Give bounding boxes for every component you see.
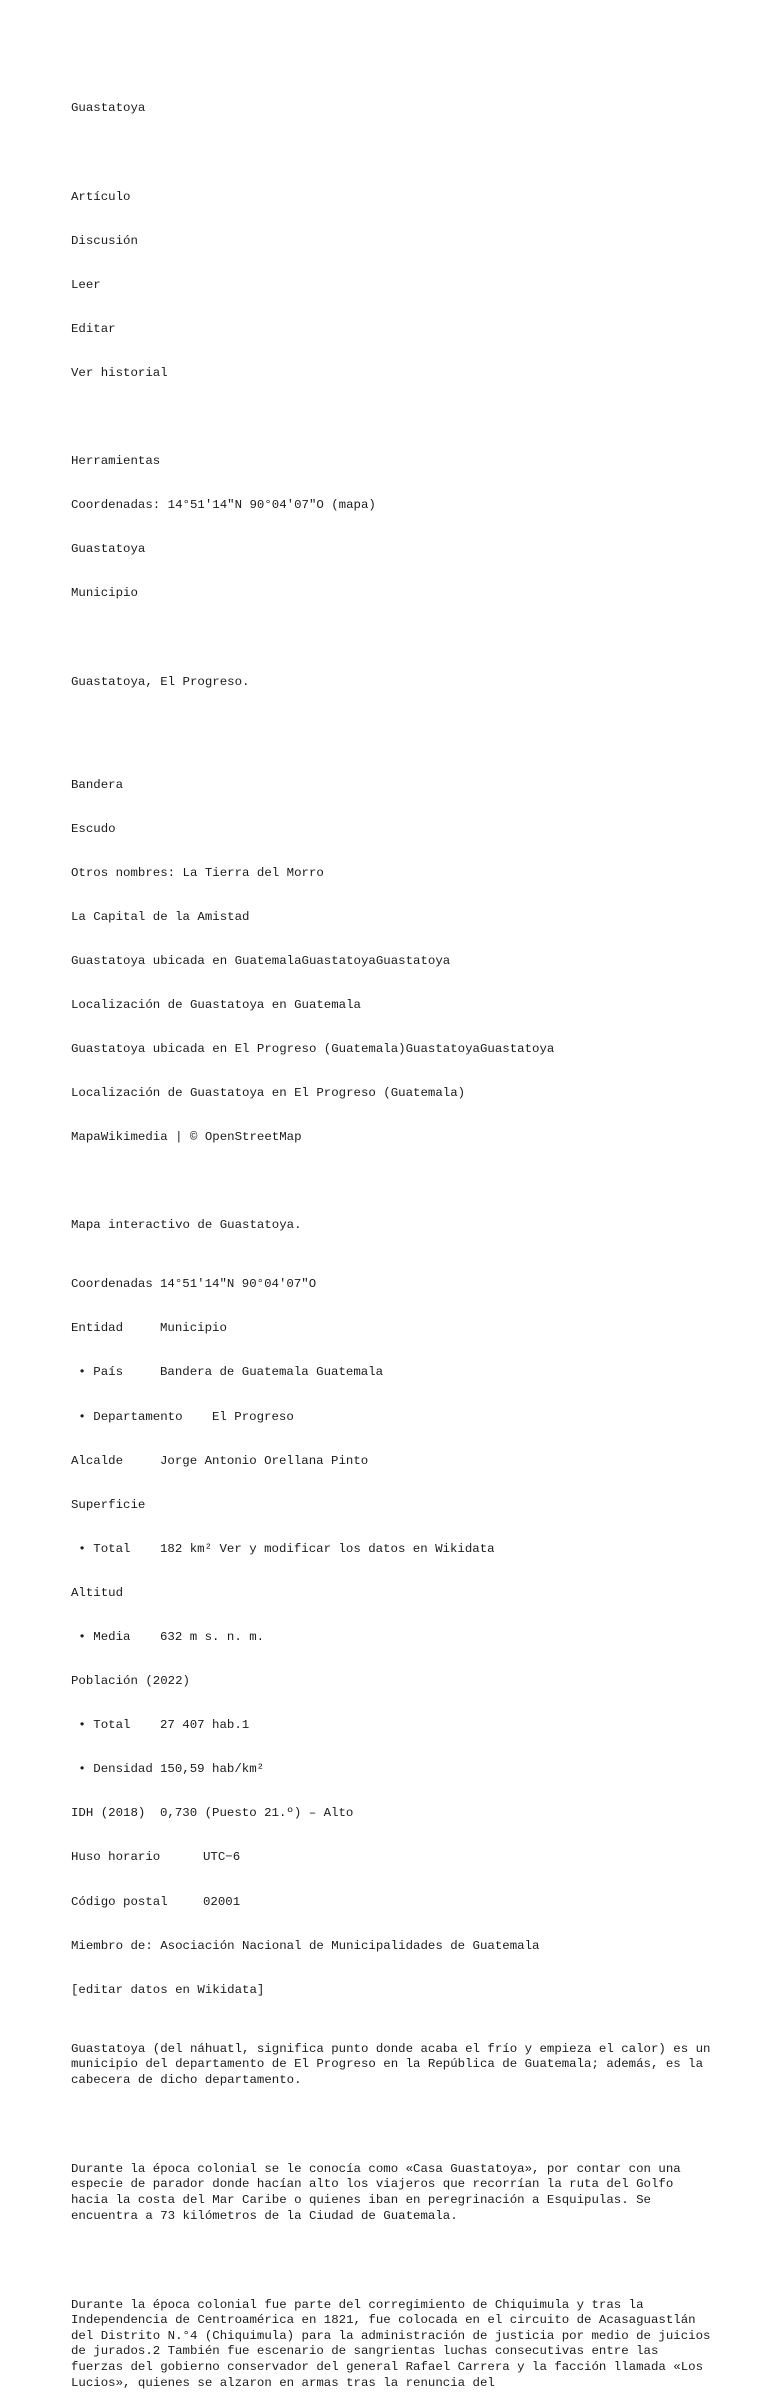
row-label: • Departamento xyxy=(71,1409,183,1424)
infobox-row-surface xyxy=(71,1498,711,1513)
row-value[interactable]: 182 km² Ver y modificar los datos en Wikidata xyxy=(160,1541,495,1556)
infobox-row-country xyxy=(71,1365,711,1380)
map-credit[interactable]: MapaWikimedia | © OpenStreetMap xyxy=(71,1130,302,1145)
other-names: Otros nombres: La Tierra del Morro xyxy=(71,865,324,880)
member-of[interactable]: Miembro de: Asociación Nacional de Municipalidades de Guatemala xyxy=(71,1938,540,1953)
row-value[interactable]: Municipio xyxy=(160,1321,227,1336)
paragraph-history: Durante la época colonial fue parte del corregimiento de Chiquimula y tras la Independencia de Centroamérica en 1821, fue colocada en el circuito de Acasaguastlán del Distrito N.°4 (Chiquimula) para la administración de justicia por medio de juicios de jurados.2 También fue escenario de sangrientas luchas consecutivas entre las fuerzas del gobierno conservador del general Rafael Carrera y la facción llamada «Los Lucios», quienes se alzaron en armas tras la renuncia del xyxy=(71,2297,711,2390)
row-label: • Media xyxy=(71,1630,131,1644)
map-el-progreso[interactable]: Guastatoya ubicada en El Progreso (Guatemala)GuastatoyaGuastatoya xyxy=(71,1042,555,1057)
nav-tab-read[interactable]: Leer xyxy=(71,277,101,292)
flag-image-alt[interactable]: Bandera xyxy=(71,777,124,792)
row-label: Altitud xyxy=(71,1585,124,1600)
nav-tab-discussion[interactable]: Discusión xyxy=(71,233,138,248)
row-label: • País xyxy=(71,1365,124,1380)
map-guatemala[interactable]: Guastatoya ubicada en GuatemalaGuastatoyaGuastatoya xyxy=(71,953,451,968)
row-label[interactable]: Huso horario xyxy=(71,1850,161,1865)
row-value[interactable]: Bandera de Guatemala Guatemala xyxy=(160,1365,384,1380)
row-value: 0,730 (Puesto 21.º) – Alto xyxy=(160,1806,354,1821)
page-title: Guastatoya xyxy=(71,101,146,116)
infobox-row-population xyxy=(71,1674,711,1689)
infobox-row-surface-total xyxy=(71,1542,711,1557)
row-label: • Total xyxy=(71,1541,131,1556)
subtitle: Guastatoya, El Progreso. xyxy=(71,674,250,689)
nav-tab-article[interactable]: Artículo xyxy=(71,189,131,204)
infobox-row-entity xyxy=(71,1321,711,1336)
paragraph-intro: Guastatoya (del náhuatl, significa punto donde acaba el frío y empieza el calor) es un municipio del departamento de El Progreso en la República de Guatemala; además, es la cabecera de dicho departamento. xyxy=(71,2041,711,2087)
row-value[interactable]: 14°51′14″N 90°04′07″O xyxy=(160,1277,317,1292)
row-label: • Total xyxy=(71,1718,131,1733)
tools-menu[interactable]: Herramientas xyxy=(71,454,161,469)
coordinates-link[interactable]: Coordenadas: 14°51′14″N 90°04′07″O (mapa) xyxy=(71,498,376,513)
nickname: La Capital de la Amistad xyxy=(71,909,250,924)
row-value[interactable]: El Progreso xyxy=(212,1409,294,1424)
nav-tab-history[interactable]: Ver historial xyxy=(71,365,168,380)
row-label: Coordenadas xyxy=(71,1277,153,1292)
row-label[interactable]: IDH (2018) xyxy=(71,1806,146,1821)
map-guatemala-caption: Localización de Guastatoya en Guatemala xyxy=(71,997,361,1012)
infobox-row-population-total xyxy=(71,1718,711,1733)
row-label: Superficie xyxy=(71,1497,146,1512)
nav-tab-edit[interactable]: Editar xyxy=(71,321,116,336)
place-name: Guastatoya xyxy=(71,542,146,557)
infobox-row-department xyxy=(71,1410,711,1425)
interactive-map-caption: Mapa interactivo de Guastatoya. xyxy=(71,1218,302,1233)
row-label: • Densidad xyxy=(71,1762,153,1777)
row-value: 02001 xyxy=(203,1894,241,1909)
row-value: 150,59 hab/km² xyxy=(160,1762,265,1777)
infobox-row-altitude xyxy=(71,1586,711,1601)
row-label[interactable]: Código postal xyxy=(71,1894,168,1909)
infobox-row-postal xyxy=(71,1895,711,1910)
row-value: 27 407 hab.1 xyxy=(160,1718,250,1733)
edit-wikidata-link[interactable]: [editar datos en Wikidata] xyxy=(71,1982,265,1997)
row-label: Alcalde xyxy=(71,1453,124,1468)
infobox-row-coordinates xyxy=(71,1277,711,1292)
document-body xyxy=(71,72,711,2406)
row-label: Entidad xyxy=(71,1321,124,1336)
row-value: 632 m s. n. m. xyxy=(160,1630,265,1644)
row-label: Población (2022) xyxy=(71,1674,190,1689)
infobox-row-idh xyxy=(71,1806,711,1821)
paragraph-colonial: Durante la época colonial se le conocía como «Casa Guastatoya», por contar con una especie de parador donde hacían alto los viajeros que recorrían la ruta del Golfo hacia la costa del Mar Caribe o quienes iban en peregrinación a Esquipulas. Se encuentra a 73 kilómetros de la Ciudad de Guatemala. xyxy=(71,2161,681,2223)
shield-image-alt[interactable]: Escudo xyxy=(71,821,116,836)
infobox-row-mayor xyxy=(71,1454,711,1469)
infobox-row-timezone xyxy=(71,1850,711,1865)
place-type: Municipio xyxy=(71,586,138,601)
map-el-progreso-caption: Localización de Guastatoya en El Progreso (Guatemala) xyxy=(71,1086,466,1101)
row-value[interactable]: UTC−6 xyxy=(203,1850,241,1865)
row-value: Jorge Antonio Orellana Pinto xyxy=(160,1453,369,1468)
infobox-row-density xyxy=(71,1762,711,1777)
infobox-row-altitude-mean xyxy=(71,1630,711,1645)
